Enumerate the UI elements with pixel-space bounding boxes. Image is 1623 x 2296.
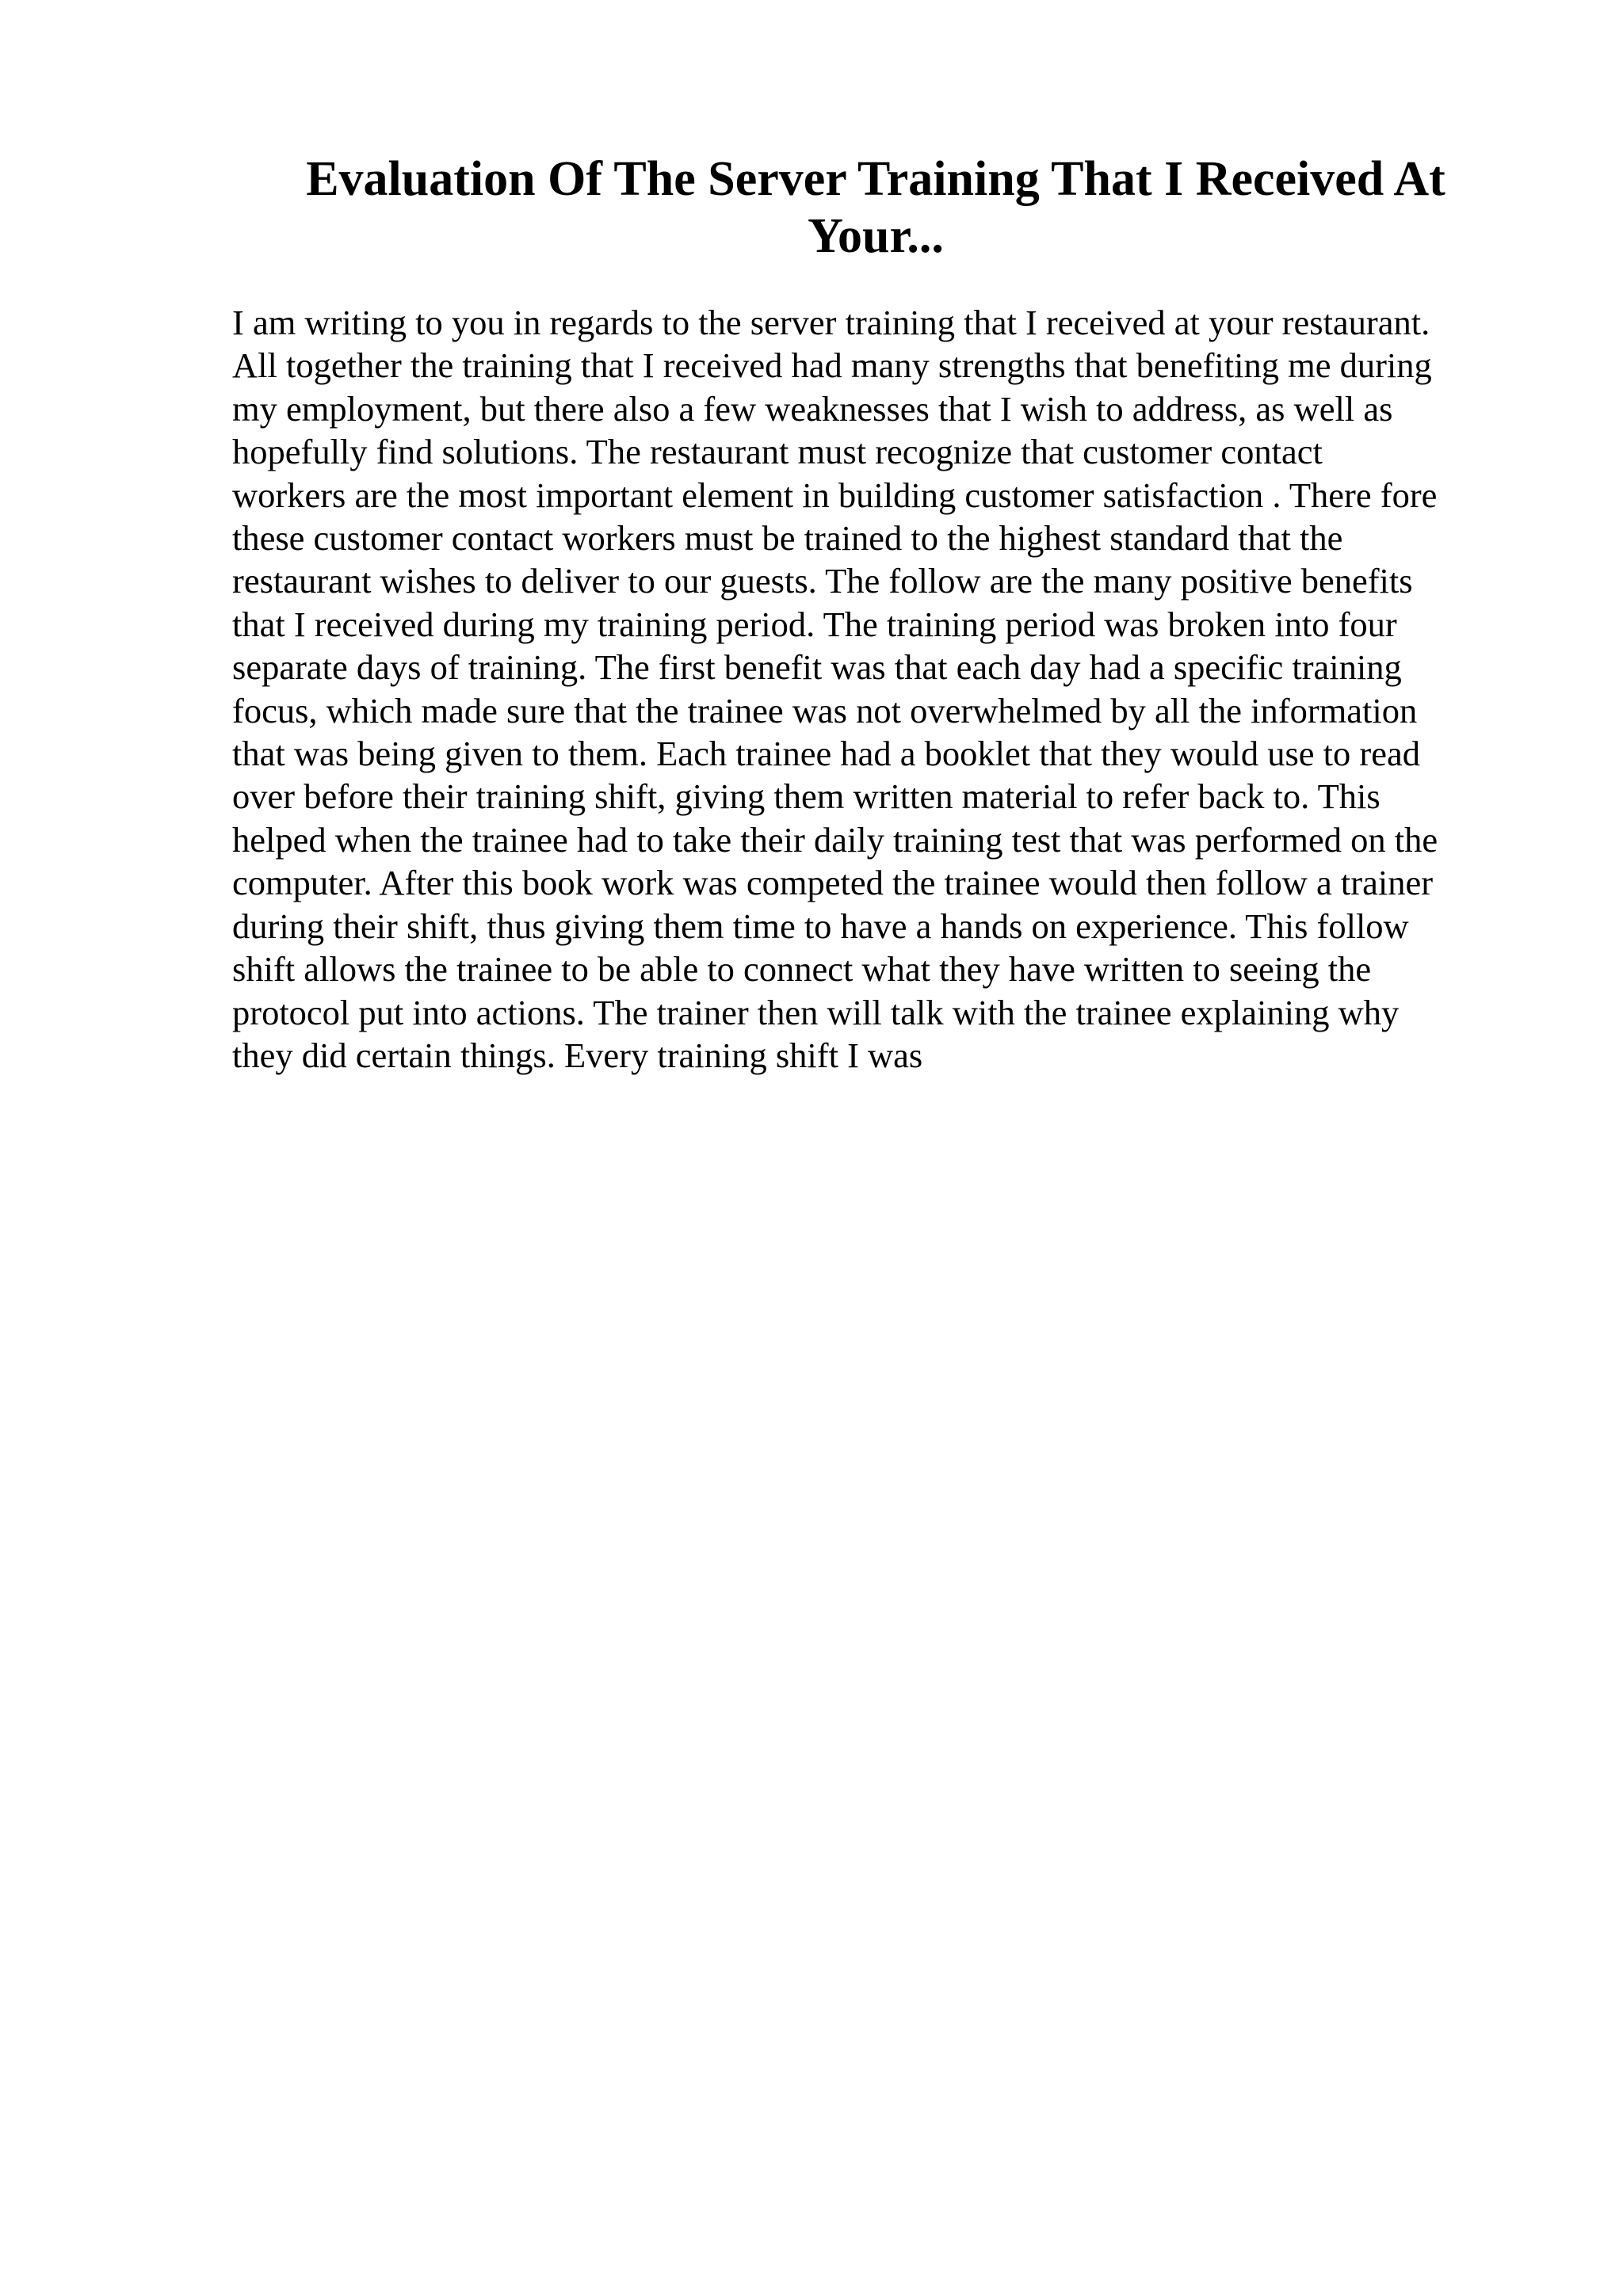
body-line: computer. After this book work was competed the trainee would then follow a trainer <box>232 863 1434 903</box>
title-line: Evaluation Of The Server Training That I Received At <box>306 152 1445 206</box>
body-line: that was being given to them. Each trainee had a booklet that they would use to read <box>232 734 1420 774</box>
body-line: during their shift, thus giving them time to have a hands on experience. This follow <box>232 906 1409 946</box>
body-line: separate days of training. The first benefit was that each day had a specific training <box>232 647 1402 688</box>
body-line: these customer contact workers must be trained to the highest standard that the <box>232 518 1343 559</box>
body-line: protocol put into actions. The trainer then will talk with the trainee explaining why <box>232 992 1400 1032</box>
document-body <box>232 301 1524 1077</box>
body-line: helped when the trainee had to take their daily training test that was performed on the <box>232 819 1438 860</box>
body-line: focus, which made sure that the trainee was not overwhelmed by all the information <box>232 690 1418 730</box>
body-line: All together the training that I received had many strengths that benefiting me during <box>232 345 1432 386</box>
body-line: they did certain things. Every training shift I was <box>232 1035 923 1075</box>
body-line: I am writing to you in regards to the server training that I received at your restaurant. <box>232 303 1430 342</box>
body-line: shift allows the trainee to be able to connect what they have written to seeing the <box>232 949 1372 990</box>
body-line: workers are the most important element in building customer satisfaction . There fore <box>232 475 1438 515</box>
body-line: restaurant wishes to deliver to our guests. The follow are the many positive benefits <box>232 561 1413 601</box>
body-line: over before their training shift, giving them written material to refer back to. This <box>232 776 1381 817</box>
body-line: my employment, but there also a few weaknesses that I wish to address, as well as <box>232 388 1393 429</box>
document-title <box>238 151 1514 265</box>
body-line: hopefully find solutions. The restaurant must recognize that customer contact <box>232 432 1323 472</box>
body-line: that I received during my training period. The training period was broken into four <box>232 604 1397 644</box>
title-line: Your... <box>808 209 944 263</box>
